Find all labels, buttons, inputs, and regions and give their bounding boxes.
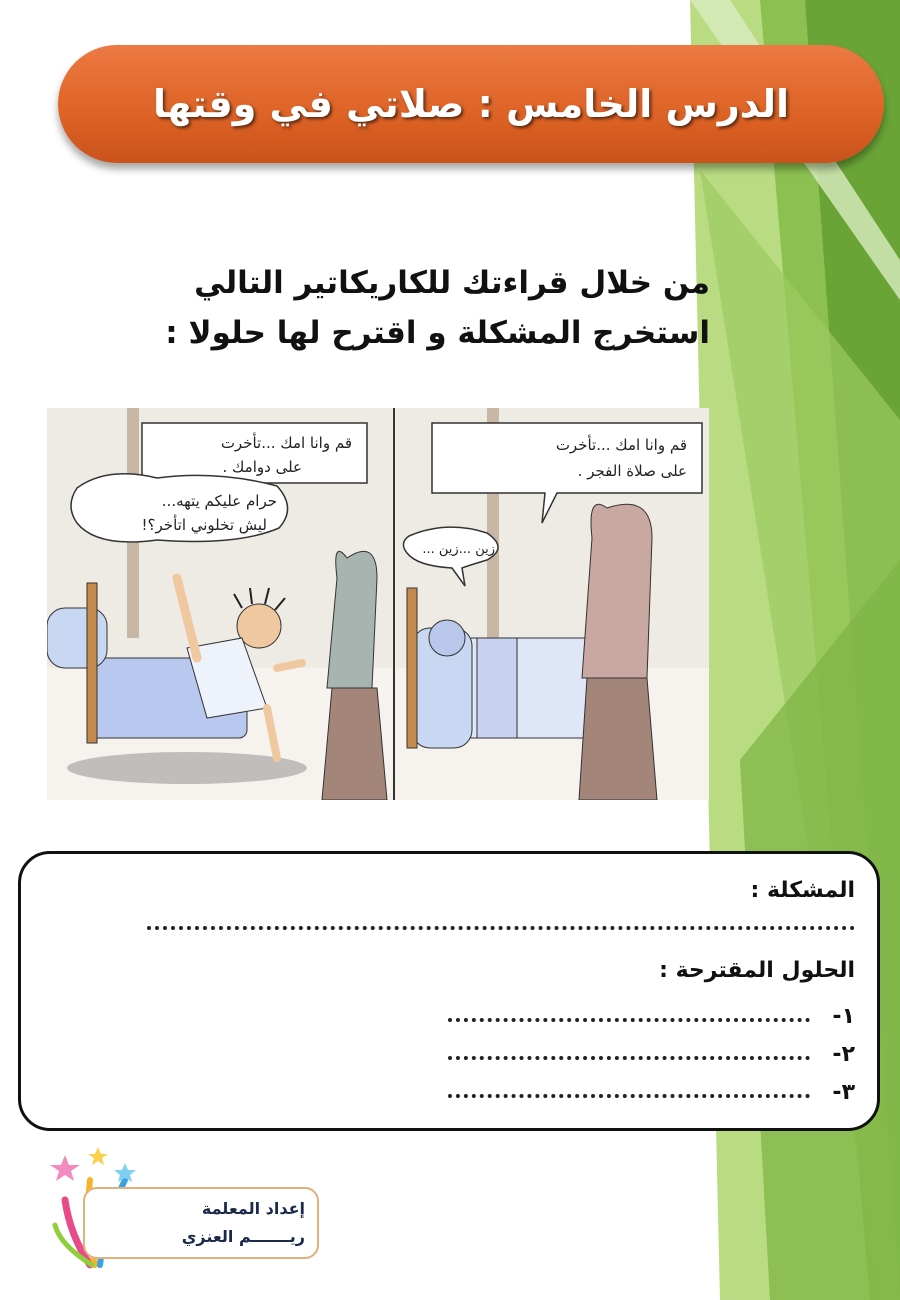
solution-number-1: ١- [832, 1004, 855, 1029]
right-son-bubble: زين ...زين ... [422, 542, 495, 557]
solution-answer-line-1[interactable] [448, 1018, 810, 1022]
left-son-bubble-line2: ليش تخلوني اتأخر؟! [141, 516, 267, 534]
solution-row-2 [448, 1042, 855, 1067]
left-mother-bubble-line2: على دوامك . [222, 458, 302, 476]
instruction-text [110, 258, 710, 358]
left-son-bubble-line1: حرام عليكم يتهه... [161, 492, 277, 510]
teacher-name: ريـــــــم العنزي [181, 1227, 305, 1246]
lesson-title-banner [58, 45, 884, 163]
teacher-prepared-by: إعداد المعلمة [201, 1199, 305, 1218]
right-mother-bubble-line1: قم وانا امك ...تأخرت [555, 436, 687, 454]
instruction-line-2: استخرج المشكلة و اقترح لها حلولا : [165, 315, 710, 351]
lesson-title: الدرس الخامس : صلاتي في وقتها [152, 82, 790, 126]
solutions-label: الحلول المقترحة : [659, 958, 855, 983]
solution-number-3: ٣- [832, 1080, 855, 1105]
right-mother-bubble-line2: على صلاة الفجر . [577, 462, 687, 480]
answer-box [18, 851, 880, 1131]
solution-number-2: ٢- [832, 1042, 855, 1067]
solution-row-3 [448, 1080, 855, 1105]
teacher-card [83, 1187, 319, 1259]
caricature-comic [47, 408, 709, 800]
problem-label: المشكلة : [750, 878, 855, 903]
solution-answer-line-2[interactable] [448, 1056, 810, 1060]
instruction-line-1: من خلال قراءتك للكاريكاتير التالي [194, 265, 710, 301]
left-mother-bubble-line1: قم وانا امك ...تأخرت [220, 434, 352, 452]
problem-answer-line[interactable] [147, 926, 855, 930]
solution-row-1 [448, 1004, 855, 1029]
solution-answer-line-3[interactable] [448, 1094, 810, 1098]
